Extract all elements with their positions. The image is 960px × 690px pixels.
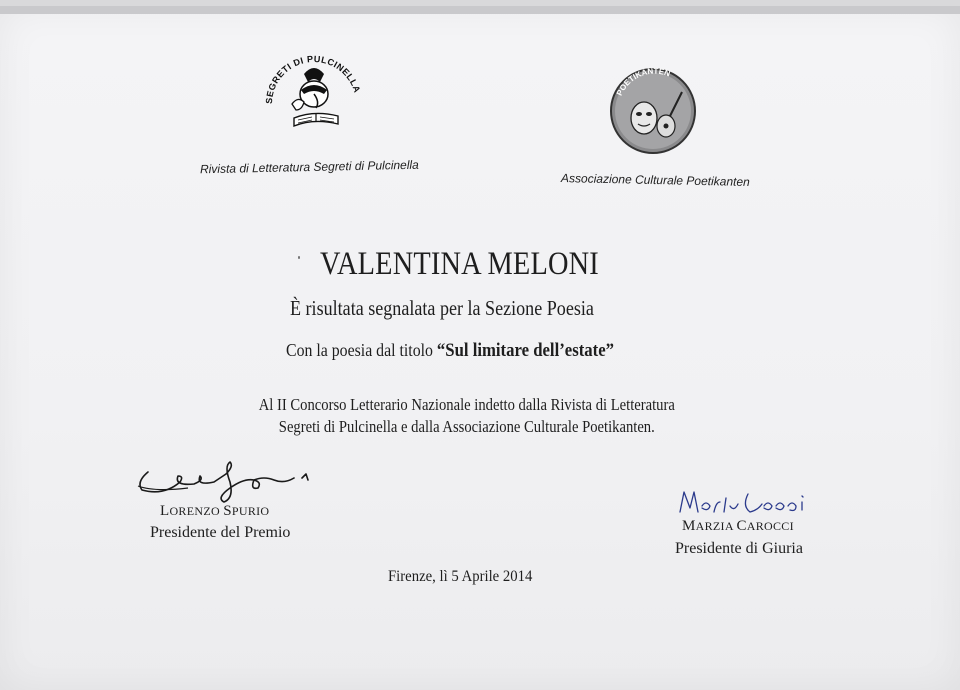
contest-line-1: Al II Concorso Letterario Nazionale indetto dalla Rivista di Letteratura: [258, 395, 675, 414]
right-signatory-name: MARZIA CAROCCI: [682, 518, 794, 534]
place-and-date: Firenze, lì 5 Aprile 2014: [388, 568, 533, 585]
recipient-name: VALENTINA MELONI: [320, 246, 599, 282]
scan-speck: [298, 256, 300, 259]
left-signatory-role: Presidente del Premio: [150, 524, 291, 541]
left-signatory-name: LORENZO SPURIO: [160, 503, 270, 519]
left-organization-caption: Rivista di Letteratura Segreti di Pulcinella: [199, 157, 419, 177]
poem-line: [286, 340, 614, 362]
contest-line-2: Segreti di Pulcinella e dalla Associazione Culturale Poetikanten.: [278, 417, 655, 436]
signature-lorenzo-spurio: [134, 452, 324, 508]
contest-description: [226, 394, 708, 438]
right-organization-caption: Associazione Culturale Poetikanten: [560, 171, 750, 189]
svg-text:POETIKANTEN: POETIKANTEN: [614, 66, 672, 98]
svg-text:SEGRETI DI PULCINELLA: SEGRETI DI PULCINELLA: [263, 53, 363, 105]
right-signatory-role: Presidente di Giuria: [675, 540, 803, 557]
segreti-di-pulcinella-logo: [258, 44, 370, 144]
poem-prefix: Con la poesia dal titolo: [286, 340, 433, 360]
scan-edge: [0, 6, 960, 14]
award-outcome: È risultata segnalata per la Sezione Poesia: [290, 296, 594, 320]
poetikanten-logo: [608, 66, 698, 156]
poem-title: “Sul limitare dell’estate”: [436, 340, 614, 361]
